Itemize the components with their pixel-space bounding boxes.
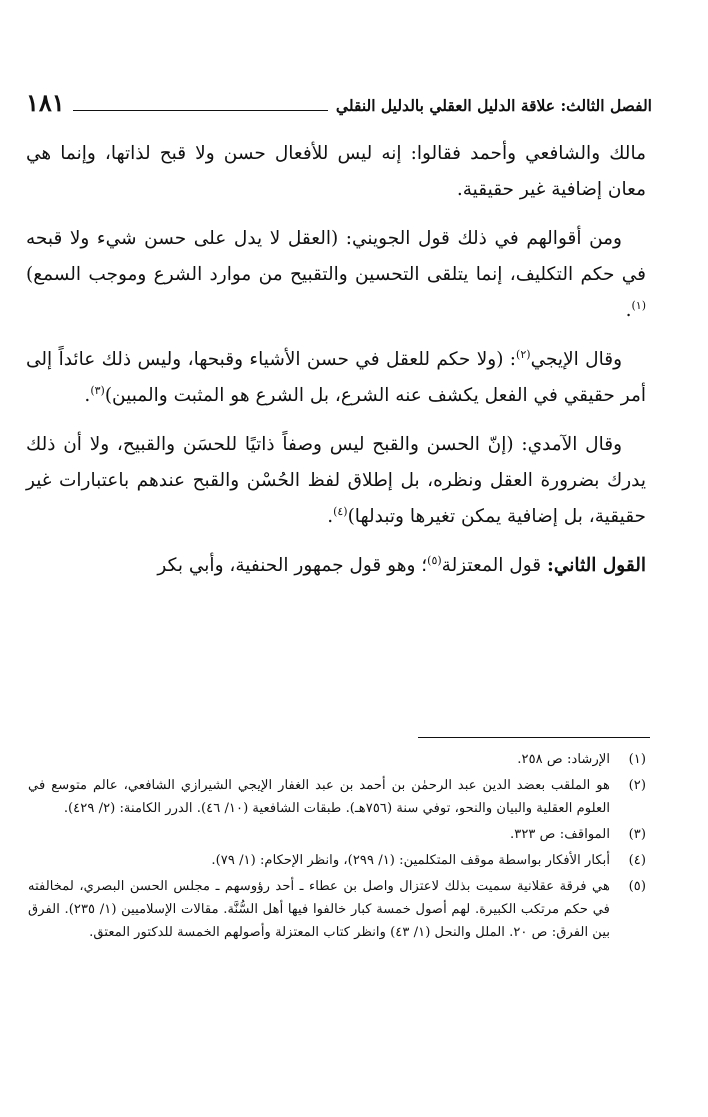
paragraph-2-text: ومن أقوالهم في ذلك قول الجويني: (العقل لا يدل على حسن شيء ولا قبحه في حكم التكليف، إنما يتلقى التحسين والتقبيح من موارد الشرع وموجب السمع) — [26, 228, 647, 285]
footnote-ref-2[interactable]: (٢) — [516, 347, 531, 361]
footnote-text: هو الملقب بعضد الدين عبد الرحمٰن بن أحمد بن عبد الغفار الإيجي الشيرازي الشافعي، عالم متوسع في العلوم العقلية والبيان والنحو، توفي سنة (٧٥٦هـ). طبقات الشافعية (١٠/ ٤٦). الدرر الكامنة: (٢/ ٤٢٩). — [28, 778, 610, 816]
chapter-title: الفصل الثالث: علاقة الدليل العقلي بالدليل النقلي — [335, 96, 652, 115]
paragraph-2-end: . — [625, 300, 632, 321]
footnote-text: هي فرقة عقلانية سميت بذلك لاعتزال واصل بن عطاء ـ أحد رؤوسهم ـ مجلس الحسن البصري، لمخالفته في حكم مرتكب الكبيرة. لهم أصول خمسة كبار خالفوا فيها أهل السُّنَّة. مقالات الإسلاميين (١/ ٢٣٥). الفرق بين الفرق: ص ٢٠. الملل والنحل (١/ ٤٣) وانظر كتاب المعتزلة وأصولهم الخمسة للدكتور المعتق. — [28, 879, 610, 940]
running-header — [26, 83, 652, 115]
footnote-2 — [28, 774, 646, 820]
footnote-number: (٥) — [628, 879, 646, 894]
paragraph-5-text-a: قول المعتزلة — [441, 555, 548, 576]
footnote-number: (٢) — [628, 778, 646, 793]
footnotes — [28, 748, 646, 947]
paragraph-3-text-b: : (ولا حكم للعقل في حسن الأشياء وقبحها، وليس ذلك عائداً إلى أمر حقيقي في الفعل يكشف عنه الشرع، بل الشرع هو المثبت والمبين) — [26, 349, 646, 406]
paragraph-4-text: وقال الآمدي: (إنّ الحسن والقبح ليس وصفاً ذاتيًا للحسَن والقبيح، ولا أن ذلك يدرك بضرورة العقل ونظره، بل إطلاق لفظ الحُسْن والقبح عندهم باعتبارات غير حقيقية، بل إضافية يمكن تغيرها وتبدلها) — [26, 434, 646, 527]
paragraph-5 — [26, 548, 646, 584]
footnote-ref-5[interactable]: (٥) — [427, 553, 442, 567]
footnote-separator — [418, 737, 650, 738]
paragraph-1 — [26, 136, 646, 208]
paragraph-5-text-b: ؛ وهو قول جمهور الحنفية، وأبي بكر — [157, 555, 428, 576]
footnote-4 — [28, 849, 646, 872]
paragraph-4 — [26, 427, 646, 535]
footnote-ref-4[interactable]: (٤) — [333, 504, 348, 518]
main-text — [26, 136, 646, 597]
footnote-ref-3[interactable]: (٣) — [90, 383, 105, 397]
paragraph-1-text: مالك والشافعي وأحمد فقالوا: إنه ليس للأفعال حسن ولا قبح لذاتها، وإنما هي معان إضافية غير حقيقية. — [26, 143, 646, 200]
footnote-ref-1[interactable]: (١) — [631, 298, 646, 312]
footnote-5 — [28, 875, 646, 944]
footnote-3 — [28, 823, 646, 846]
paragraph-3-end: . — [84, 385, 91, 406]
header-rule — [73, 110, 328, 111]
footnote-text: المواقف: ص ٣٢٣. — [510, 827, 610, 842]
footnote-number: (١) — [628, 752, 646, 767]
paragraph-2 — [26, 221, 646, 329]
footnote-1 — [28, 748, 646, 771]
footnote-number: (٣) — [628, 827, 646, 842]
page-number: ١٨١ — [26, 88, 65, 117]
paragraph-3 — [26, 342, 646, 414]
paragraph-3-text-a: وقال الإيجي — [530, 349, 622, 370]
section-label: القول الثاني: — [547, 555, 646, 576]
footnote-number: (٤) — [628, 853, 646, 868]
footnote-text: أبكار الأفكار بواسطة موقف المتكلمين: (١/ ٢٩٩)، وانظر الإحكام: (١/ ٧٩). — [211, 853, 610, 868]
paragraph-4-end: . — [327, 506, 334, 527]
footnote-text: الإرشاد: ص ٢٥٨. — [517, 752, 610, 767]
